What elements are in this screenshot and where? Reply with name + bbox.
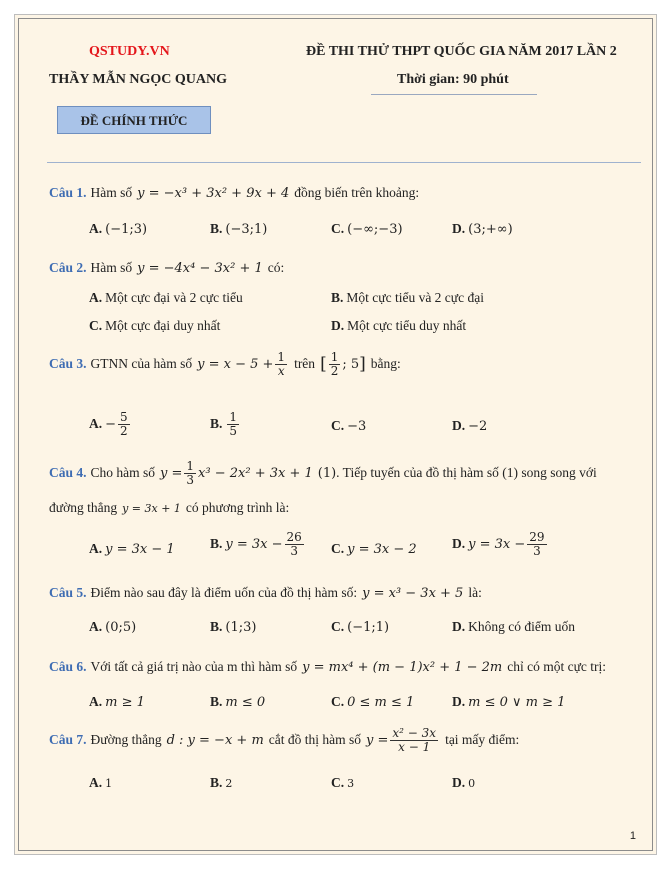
- question-text: đồng biến trên khoảng:: [294, 185, 420, 200]
- interval-bracket-left: [: [320, 354, 327, 375]
- question-3: [49, 351, 401, 377]
- question-text: là:: [468, 585, 482, 600]
- question-2: [49, 260, 284, 276]
- question-label: Câu 7.: [49, 732, 87, 748]
- option-2c[interactable]: C. Một cực đại duy nhất: [89, 318, 221, 333]
- question-expression: y = x³ − 3x + 5: [362, 585, 464, 601]
- option-1d[interactable]: D. (3;+∞): [452, 221, 513, 237]
- question-text: Hàm số: [90, 260, 133, 275]
- equation-tag: (1): [317, 465, 337, 481]
- exam-page: [18, 18, 653, 851]
- question-5: [49, 585, 482, 601]
- option-3a[interactable]: A. − $\frac{5}{2}$: [89, 410, 128, 438]
- option-4c[interactable]: C. y = 3x − 2: [331, 541, 417, 557]
- option-3c[interactable]: C. −3: [331, 418, 367, 434]
- question-4: Câu 4. Cho hàm số y = $\frac{1}{3}$ x³ − 2x² + 3x + 1 (1) . Tiếp tuyến của đồ thị hàm số (1) song song với: [49, 459, 597, 487]
- exam-title: ĐỀ THI THỬ THPT QUỐC GIA NĂM 2017 LẦN 2: [306, 44, 617, 59]
- option-1a[interactable]: A. (−1;3): [89, 221, 148, 237]
- question-text: trên: [294, 356, 316, 372]
- option-5a[interactable]: A. (0;5): [89, 619, 137, 635]
- option-5d[interactable]: D. Không có điểm uốn: [452, 619, 575, 634]
- question-text: GTNN của hàm số: [90, 356, 193, 372]
- question-text: chỉ có một cực trị:: [507, 659, 607, 674]
- question-4-line-2: [49, 500, 289, 516]
- option-6a[interactable]: A. m ≥ 1: [89, 694, 145, 710]
- question-label: Câu 4.: [49, 465, 87, 481]
- question-expression: d : y = −x + m: [166, 732, 264, 748]
- question-expression: y = −4x⁴ − 3x² + 1: [137, 260, 263, 276]
- option-6d[interactable]: D. m ≤ 0 ∨ m ≥ 1: [452, 694, 566, 710]
- question-text: Cho hàm số: [90, 465, 156, 481]
- question-expression: y = x − 5 +: [197, 356, 274, 372]
- option-5b[interactable]: B. (1;3): [210, 619, 257, 635]
- fraction: $\frac{1}{2}$: [330, 350, 339, 378]
- header-separator: [47, 162, 641, 163]
- option-7a[interactable]: A. 1: [89, 775, 113, 790]
- page-number: 1: [629, 830, 636, 842]
- interval-end: ; 5: [342, 356, 360, 372]
- question-text: bằng:: [370, 356, 401, 372]
- option-7b[interactable]: B. 2: [210, 775, 233, 790]
- question-text: có:: [267, 260, 285, 275]
- exam-time: Thời gian: 90 phút: [397, 72, 509, 87]
- brand-name: QSTUDY.VN: [89, 44, 170, 59]
- option-2d[interactable]: D. Một cực tiểu duy nhất: [331, 318, 467, 333]
- option-7d[interactable]: D. 0: [452, 775, 476, 790]
- question-text: Điểm nào sau đây là điểm uốn của đồ thị hàm số:: [90, 585, 358, 600]
- question-text: . Tiếp tuyến của đồ thị hàm số (1) song song với: [336, 465, 597, 481]
- question-6: [49, 659, 606, 675]
- question-1: [49, 185, 419, 201]
- interval-bracket-right: ]: [359, 354, 366, 375]
- option-2a[interactable]: A. Một cực đại và 2 cực tiểu: [89, 290, 243, 305]
- question-text: có phương trình là:: [185, 500, 290, 515]
- question-label: Câu 5.: [49, 585, 87, 600]
- question-text: Với tất cả giá trị nào của m thì hàm số: [90, 659, 298, 674]
- official-badge: ĐỀ CHÍNH THỨC: [57, 106, 211, 134]
- question-text: đường thẳng: [49, 500, 118, 515]
- option-2b[interactable]: B. Một cực tiểu và 2 cực đại: [331, 290, 484, 305]
- question-expression: y = mx⁴ + (m − 1)x² + 1 − 2m: [302, 659, 503, 675]
- question-label: Câu 3.: [49, 356, 87, 372]
- author-name: THẦY MẪN NGỌC QUANG: [49, 72, 227, 87]
- question-label: Câu 6.: [49, 659, 87, 674]
- fraction: $\frac{\text{x² − 3x}}{x - 1}$: [392, 726, 437, 754]
- option-4d[interactable]: D. y = 3x − $\frac{29}{3}$: [452, 530, 545, 558]
- question-text: tại mấy điểm:: [445, 732, 520, 748]
- option-3b[interactable]: B. $\frac{1}{5}$: [210, 410, 238, 438]
- option-3d[interactable]: D. −2: [452, 418, 488, 434]
- option-6c[interactable]: C. 0 ≤ m ≤ 1: [331, 694, 415, 710]
- fraction: $\frac{1}{x}$: [277, 350, 286, 378]
- option-4b[interactable]: B. y = 3x − $\frac{26}{3}$: [210, 530, 302, 558]
- option-4a[interactable]: A. y = 3x − 1: [89, 541, 175, 557]
- question-7: Câu 7. Đường thẳng d : y = −x + m cắt đồ thị hàm số y = $\frac{\text{x² − 3x}}{x - 1}$ tại mấy điểm:: [49, 726, 520, 754]
- question-expression: x³ − 2x² + 3x + 1: [198, 465, 313, 481]
- question-text: cắt đồ thị hàm số: [268, 732, 362, 748]
- option-1c[interactable]: C. (−∞;−3): [331, 221, 403, 237]
- option-7c[interactable]: C. 3: [331, 775, 355, 790]
- question-expression: y = −x³ + 3x² + 9x + 4: [137, 185, 290, 201]
- option-5c[interactable]: C. (−1;1): [331, 619, 390, 635]
- question-label: Câu 1.: [49, 185, 87, 200]
- question-label: Câu 2.: [49, 260, 87, 275]
- fraction: $\frac{1}{3}$: [186, 459, 195, 487]
- time-underline: [371, 94, 537, 95]
- option-6b[interactable]: B. m ≤ 0: [210, 694, 266, 710]
- option-1b[interactable]: B. (−3;1): [210, 221, 268, 237]
- question-text: Hàm số: [90, 185, 133, 200]
- question-text: Đường thẳng: [90, 732, 162, 748]
- question-expression: y = 3x + 1: [122, 501, 181, 515]
